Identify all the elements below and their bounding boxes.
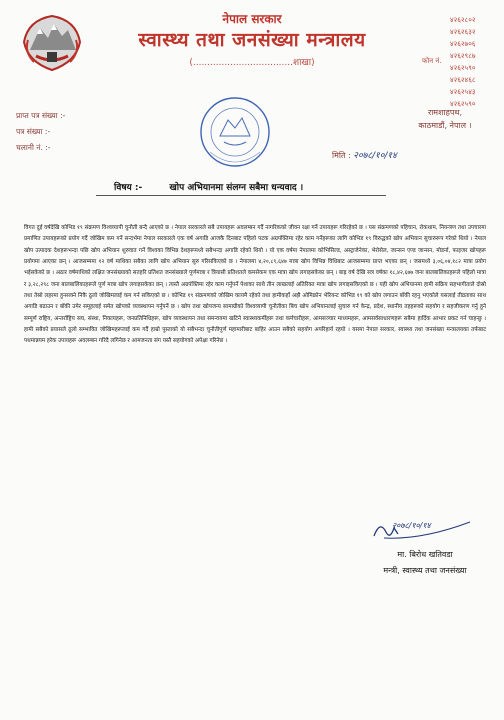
- address-line: काठमाडौं, नेपाल ।: [418, 121, 472, 130]
- reference-block: [16, 108, 65, 156]
- signatory-title: मन्त्री, स्वास्थ्य तथा जनसंख्या: [383, 566, 467, 575]
- letter-number: पत्र संख्या :-: [16, 127, 51, 136]
- phone-number: ४२६२५४३: [450, 88, 476, 96]
- phone-number: ४२६२५९०: [450, 64, 476, 72]
- phone-number: ४२६२४६८: [450, 76, 476, 84]
- phone-number-list: [450, 14, 475, 110]
- subject-label: विषय :-: [114, 183, 143, 193]
- phone-label: फोन नं.: [422, 57, 442, 65]
- subject-underline: [96, 195, 386, 196]
- date-value: २०७८/१०/१४: [353, 151, 397, 161]
- phone-number: ४२६२५९०: [450, 100, 476, 108]
- phone-number: ४२६२७०६: [450, 40, 476, 48]
- subject-line: [114, 180, 303, 193]
- signature-date: २०७८/१०/१४: [392, 521, 431, 530]
- signatory-block: [370, 547, 480, 579]
- ministry-heading: स्वास्थ्य तथा जनसंख्या मन्त्रालय: [138, 29, 366, 51]
- letter-body: विगत दुई वर्षदेखि कोभिड १९ संक्रमण विश्वव्यापी चुनौती बन्दै आएको छ । नेपाल सरकारले सबै उपायहरू अवलम्बन गर्दै नागरिकको जीवन रक्षा गर्ने उपायहरू गरिरहेको छ । यस संक्रमणको पहिचान, रोकथाम, नियन्त्रण तथा उपचारमा प्रमाणित उपायहरूको प्रयोग गर्दै जोखिम कम गर्ने सन्दर्भमा नेपाल सरकारले एक वर्ष अगाडि आजकै दिनबाट पहिलो पटक अग्रपंक्तिमा रहेर काम गर्नेहरूका लागि कोभिड १९ विरुद्धको खोप अभियान सुचारुरूप गरेको थियो । नेपाल खोप उत्पादक देशहरूभन्दा पछि खोप अभियान शुरुवात गर्ने विश्वका विभिन्न देशहरूमध्ये सबैभन्दा अगाडि रहेको थियो । यो एक वर्षमा नेपालमा कोभिसिल्ड, अस्ट्राजेनेका, भेरोसेल, जान्सन एण्ड जान्सन, मोडर्ना, फाइजर खोपहरू प्रयोगमा आएका छन् । आजसम्ममा १२ वर्ष माथिका सबैका लागि खोप अभियान सुरु गरिसकिएको छ । नेपालमा ४,२०,८९,६४७ मात्रा खोप विभिन्न विधिबाट आजसम्ममा प्राप्त भएका छन् । जसमध्ये ३,०६,०४,१८२ मात्रा प्रयोग भईसकेको छ । अठार वर्षमाथिको लक्षित जनसंख्याको सतहरि प्रतिशत जनसंख्याले पूर्णमात्रा र त्रियासी प्रतिशतले कमसेकम एक मात्रा खोप लगाइसकेका छन् । बाह्र वर्ष देखि सत्र वर्षका १८,४२,६७७ जना बालबालिकाहरूले पहिलो मात्रा र ३,२८,२९८ जना बालबालिकाहरूले पूर्ण मात्रा खोप लगाइसकेका छन् । त्यस्तै अग्रपंक्तिमा रहेर काम गर्नुपर्ने पेशाका साथै तीन लाखलाई अतिरिक्त मात्रा खोप लगाइसकिएको छ । यही खोप अभियानमा हामी सक्रिय सहभागीताले दोस्रो तथा तेस्रो लहरमा हुनसक्ने निकै ठूलो जोखिमलाई कम गर्न सकिएको छ । कोभिड १९ संक्रमणको जोखिम कायमै रहेको तथा हामीकहाँ अझै ओमिक्रोन भेरियन्ट कोभिड १९ को खोप लगाउन बाँकी रहनु भएकोले यसलाई तीव्रताका साथ अगाडि बढाउन र बाँकी उमेर समूहलाई समेत खोपको व्यवस्थापन गर्नुपर्ने छ । खोप तथा खोपजन्य सामाग्रीको विश्वव्यापी चुनौतीका बिच खोप अभियानलाई सुचारु गर्न केन्द्र, प्रदेश, स्थानीय तहहरूको सहयोग र सहजीकरण गर्नु हुने सम्पूर्ण राष्ट्रिय, अन्तर्राष्ट्रिय सघ, संस्था, निकायहरू, जनप्रतिनिधिहरू, खोप व्यवस्थापन तथा समन्वयमा खटिने स्वास्थ्यकर्मीहरू तथा कर्मचारीहरू, आमसञ्चार माध्यमहरू, आमसर्वसाधारणहरू सबैमा हार्दिक आभार प्रकट गर्न चाहन्छु । हामी सबैको प्रयासले ठूलो सम्भावित जोखिमहरूलाई कम गर्दै हाम्रो पुस्ताको यो सबैभन्दा चुनौतीपूर्ण महामारीबाट बाहिर आउन सबैको सहयोग अपरिहार्य रहयो । यसमा नेपाल सरकार, स्वास्थ्य तथा जनसंख्या मन्त्रालयका तर्फबाट पथमान्नयम हरेक उपायहरू अवलम्बन गरिदै लगिनेछ र आमजनता संग यस्तै सहयोगको अपेक्षा गरिनेछ ।: [24, 225, 486, 345]
- phone-number: ४२६२९८७: [450, 52, 476, 60]
- dispatch-number: चलानी नं. :-: [16, 143, 51, 152]
- phone-number: ४२६२६३२: [450, 28, 476, 36]
- official-seal-stamp: [190, 92, 280, 172]
- signatory-name: मा. बिरोध खतिवडा: [397, 550, 453, 559]
- branch-line: (...................................शाखा): [189, 58, 315, 68]
- government-heading: नेपाल सरकार: [222, 12, 282, 26]
- date-label: मिति :: [332, 151, 351, 160]
- address-line: रामशाहपथ,: [427, 108, 463, 117]
- office-address: [395, 106, 495, 132]
- phone-number: ४२६२८०२: [450, 16, 476, 24]
- received-letter-number: प्राप्त पत्र संख्या :-: [16, 111, 66, 120]
- subject-text: खोप अभियानमा संलग्न सबैमा धन्यवाद ।: [169, 183, 304, 193]
- date-field: [332, 148, 397, 161]
